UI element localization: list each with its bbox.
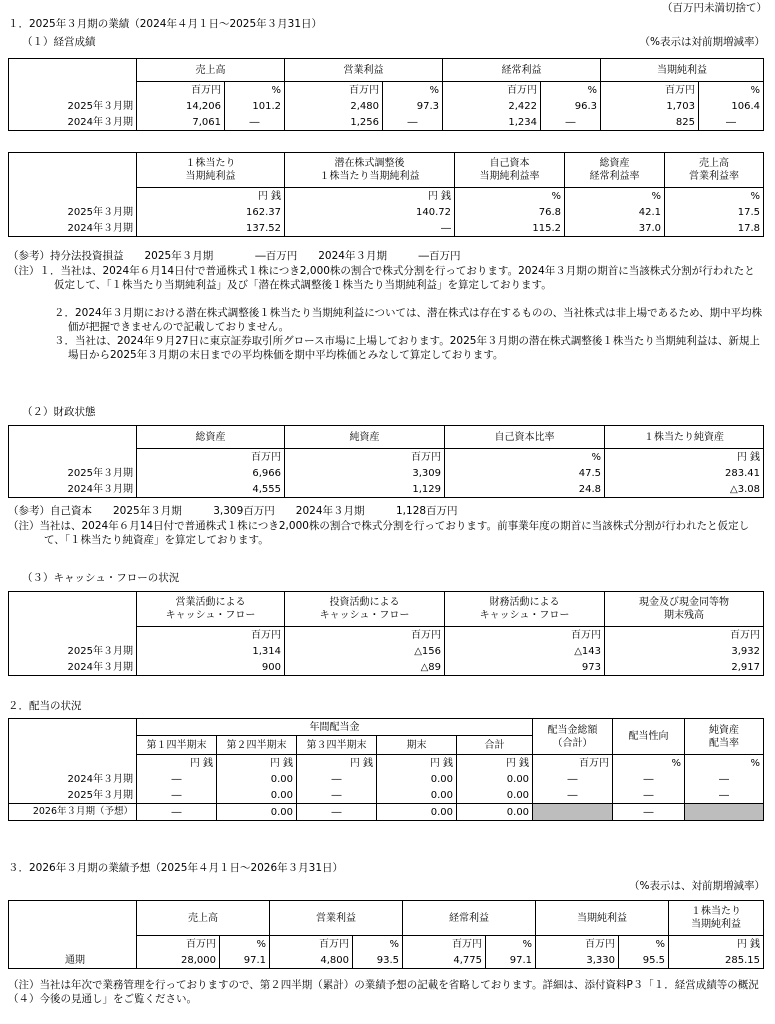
data-cell: ― [137,771,217,787]
unit-cell: 百万円 [443,82,541,99]
data-cell: 6,966 [137,465,285,481]
data-cell: 1,256 [285,114,383,131]
section-title: １．2025年３月期の業績（2024年４月１日～2025年３月31日） [8,18,323,30]
data-cell: 825 [601,114,699,131]
data-cell: 0.00 [457,787,533,804]
column-header: 経常利益 [443,59,601,82]
data-cell: △89 [285,659,445,676]
unit-cell: % [455,188,565,205]
data-cell: ― [137,804,217,821]
unit-cell: 百万円 [137,936,220,953]
data-cell: ― [613,787,685,804]
unit-cell: % [220,936,270,953]
data-cell: 97.3 [383,98,443,114]
column-header: 営業利益 [270,901,403,936]
reference-line: （参考）持分法投資損益 2025年３月期 ―百万円 2024年３月期 ―百万円 [8,250,461,262]
row-label: 2025年３月期 [9,204,137,220]
data-cell: 4,775 [403,952,486,969]
data-cell: 4,555 [137,481,285,498]
unit-cell: 円 銭 [137,188,285,205]
unit-cell: 百万円 [270,936,353,953]
column-header: 当期純利益 [601,59,764,82]
unit-cell: % [541,82,601,99]
unit-cell: 百万円 [285,449,445,466]
data-cell: 973 [445,659,605,676]
column-header: 総資産 経常利益率 [565,153,665,188]
subsection-title: （２）財政状態 [22,406,96,418]
column-header: 現金及び現金同等物 期末残高 [605,592,764,627]
shaded-cell [533,804,613,821]
data-cell: 7,061 [137,114,225,131]
column-header: 売上高 [137,901,270,936]
data-cell: 0.00 [457,804,533,821]
per-share-table [8,152,764,237]
data-cell: 0.00 [217,787,297,804]
unit-cell: 円 銭 [605,449,764,466]
data-cell: 1,234 [443,114,541,131]
corner-cell [9,59,137,82]
column-header: 投資活動による キャッシュ・フロー [285,592,445,627]
data-cell: 96.3 [541,98,601,114]
unit-cell: 円 銭 [137,755,217,772]
row-label: 2024年３月期 [9,114,137,131]
data-cell: 2,917 [605,659,764,676]
column-header: 期末 [377,736,457,755]
data-cell: ― [533,771,613,787]
unit-cell: % [445,449,605,466]
column-header: 自己資本 当期純利益率 [455,153,565,188]
data-cell: 101.2 [225,98,285,114]
row-label: 2024年３月期 [9,220,137,237]
data-cell: 1,314 [137,643,285,659]
forecast-table [8,900,764,969]
unit-cell: 円 銭 [217,755,297,772]
section-title: ３．2026年３月期の業績予想（2025年４月１日～2026年３月31日） [8,862,344,874]
data-cell: ― [285,220,455,237]
note-item: （注）当社は、2024年６月14日付で普通株式１株につき2,000株の割合で株式分割を行っております。前事業年度の期首に当該株式分割が行われたと仮定して、「１株当たり純資産」を算定しております。 [8,520,750,546]
data-cell: 17.8 [665,220,764,237]
dividend-table [8,718,764,821]
data-cell: 93.5 [353,952,403,969]
group-header: 年間配当金 [137,719,533,736]
unit-cell: 百万円 [445,627,605,644]
unit-cell: 百万円 [533,755,613,772]
column-header: 配当性向 [613,719,685,755]
column-header: １株当たり 当期純利益 [669,901,764,936]
data-cell: 0.00 [377,787,457,804]
data-cell: 76.8 [455,204,565,220]
row-label: 2025年３月期 [9,465,137,481]
column-header: 第１四半期末 [137,736,217,755]
column-header: 財務活動による キャッシュ・フロー [445,592,605,627]
data-cell: 14,206 [137,98,225,114]
unit-cell: 百万円 [536,936,619,953]
data-cell: 283.41 [605,465,764,481]
column-header: 合計 [457,736,533,755]
data-cell: 2,422 [443,98,541,114]
unit-cell: % [665,188,764,205]
data-cell: 162.37 [137,204,285,220]
data-cell: 42.1 [565,204,665,220]
data-cell: 140.72 [285,204,455,220]
column-header: 営業活動による キャッシュ・フロー [137,592,285,627]
column-header: 配当金総額 （合計） [533,719,613,755]
column-header: 売上高 [137,59,285,82]
data-cell: 3,330 [536,952,619,969]
unit-cell: 百万円 [285,627,445,644]
data-cell: 24.8 [445,481,605,498]
cashflow-table [8,591,764,676]
section-title: ２．配当の状況 [8,700,82,712]
note-item: ３．当社は、2024年９月27日に東京証券取引所グロース市場に上場しております。2025年３月期の潜在株式調整後１株当たり当期純利益は、新規上場日から2025年３月期の末日までの平均株価を期中平均株価とみなして算定しております。 [54,335,760,361]
column-header: 売上高 営業利益率 [665,153,764,188]
data-cell: 4,800 [270,952,353,969]
data-cell: ― [541,114,601,131]
unit-cell: % [225,82,285,99]
unit-cell: 百万円 [137,627,285,644]
subsection-title: （１）経営成績 [22,36,96,48]
data-cell: ― [699,114,764,131]
data-cell: ― [383,114,443,131]
data-cell: ― [225,114,285,131]
data-cell: 0.00 [217,771,297,787]
data-cell: 2,480 [285,98,383,114]
subsection-title: （３）キャッシュ・フローの状況 [22,572,180,584]
data-cell: 0.00 [217,804,297,821]
row-label: 2025年３月期 [9,98,137,114]
column-header: １株当たり純資産 [605,426,764,449]
data-cell: 900 [137,659,285,676]
note-item: （注）当社は年次で業務管理を行っておりますので、第２四半期（累計）の業績予想の記載を省略しております。詳細は、添付資料P３「１．経営成績等の概況（４）今後の見通し」をご覧ください。 [8,979,759,1005]
unit-cell: 百万円 [137,449,285,466]
unit-cell: 円 銭 [669,936,764,953]
data-cell: ― [137,787,217,804]
unit-cell: % [486,936,536,953]
unit-cell: 百万円 [403,936,486,953]
data-cell: 137.52 [137,220,285,237]
data-cell: ― [297,771,377,787]
row-label: 2024年３月期 [9,659,137,676]
financial-position-table [8,425,764,498]
column-header: 第２四半期末 [217,736,297,755]
column-header: 純資産 配当率 [685,719,764,755]
row-label: 2024年３月期 [9,771,137,787]
data-cell: 28,000 [137,952,220,969]
data-cell: 37.0 [565,220,665,237]
unit-cell: % [699,82,764,99]
unit-cell: % [613,755,685,772]
row-label: 2024年３月期 [9,481,137,498]
data-cell: 0.00 [457,771,533,787]
row-label: 通期 [9,952,137,969]
unit-cell: 円 銭 [377,755,457,772]
data-cell: ― [613,804,685,821]
column-header: 純資産 [285,426,445,449]
unit-cell: % [619,936,669,953]
column-header: 当期純利益 [536,901,669,936]
row-label: 2025年３月期 [9,787,137,804]
column-header: 経常利益 [403,901,536,936]
data-cell: 115.2 [455,220,565,237]
data-cell: 97.1 [486,952,536,969]
data-cell: 285.15 [669,952,764,969]
data-cell: △156 [285,643,445,659]
unit-cell: % [565,188,665,205]
data-cell: 3,932 [605,643,764,659]
column-header: 第３四半期末 [297,736,377,755]
reference-line: （参考）自己資本 2025年３月期 3,309百万円 2024年３月期 1,128百万円 [8,505,458,517]
data-cell: ― [297,787,377,804]
data-cell: 47.5 [445,465,605,481]
note-item: （注）１．当社は、2024年６月14日付で普通株式１株につき2,000株の割合で株式分割を行っております。2024年３月期の期首に当該株式分割が行われたと仮定して、「１株当たり当期純利益」及び「潜在株式調整後１株当たり当期純利益」を算定しております。 [8,265,755,291]
results-table [8,58,764,131]
data-cell: 95.5 [619,952,669,969]
data-cell: 17.5 [665,204,764,220]
percent-note: （%表示は対前期増減率） [639,36,765,48]
note-item: ２．2024年３月期における潜在株式調整後１株当たり当期純利益については、潜在株式は存在するものの、当社株式は非上場であるため、期中平均株価が把握できませんので記載しておりません。 [54,307,763,333]
column-header: 営業利益 [285,59,443,82]
data-cell: ― [297,804,377,821]
unit-cell: 百万円 [601,82,699,99]
data-cell: 0.00 [377,771,457,787]
data-cell: 1,703 [601,98,699,114]
data-cell: 1,129 [285,481,445,498]
shaded-cell [685,804,764,821]
unit-cell: 円 銭 [285,188,455,205]
unit-note: （百万円未満切捨て） [662,2,767,14]
percent-note: （%表示は、対前期増減率） [629,880,765,892]
data-cell: △143 [445,643,605,659]
data-cell: ― [533,787,613,804]
unit-cell: 百万円 [137,82,225,99]
unit-cell: % [383,82,443,99]
data-cell: 106.4 [699,98,764,114]
unit-cell: 百万円 [285,82,383,99]
unit-cell: 円 銭 [457,755,533,772]
unit-cell: % [685,755,764,772]
data-cell: 3,309 [285,465,445,481]
unit-cell: % [353,936,403,953]
data-cell: 97.1 [220,952,270,969]
column-header: 潜在株式調整後 １株当たり当期純利益 [285,153,455,188]
column-header: 自己資本比率 [445,426,605,449]
column-header: 総資産 [137,426,285,449]
row-label: 2025年３月期 [9,643,137,659]
data-cell: ― [613,771,685,787]
unit-cell: 百万円 [605,627,764,644]
unit-cell: 円 銭 [297,755,377,772]
data-cell: 0.00 [377,804,457,821]
data-cell: ― [685,771,764,787]
column-header: １株当たり 当期純利益 [137,153,285,188]
data-cell: △3.08 [605,481,764,498]
data-cell: ― [685,787,764,804]
row-label: 2026年３月期（予想） [9,804,137,821]
